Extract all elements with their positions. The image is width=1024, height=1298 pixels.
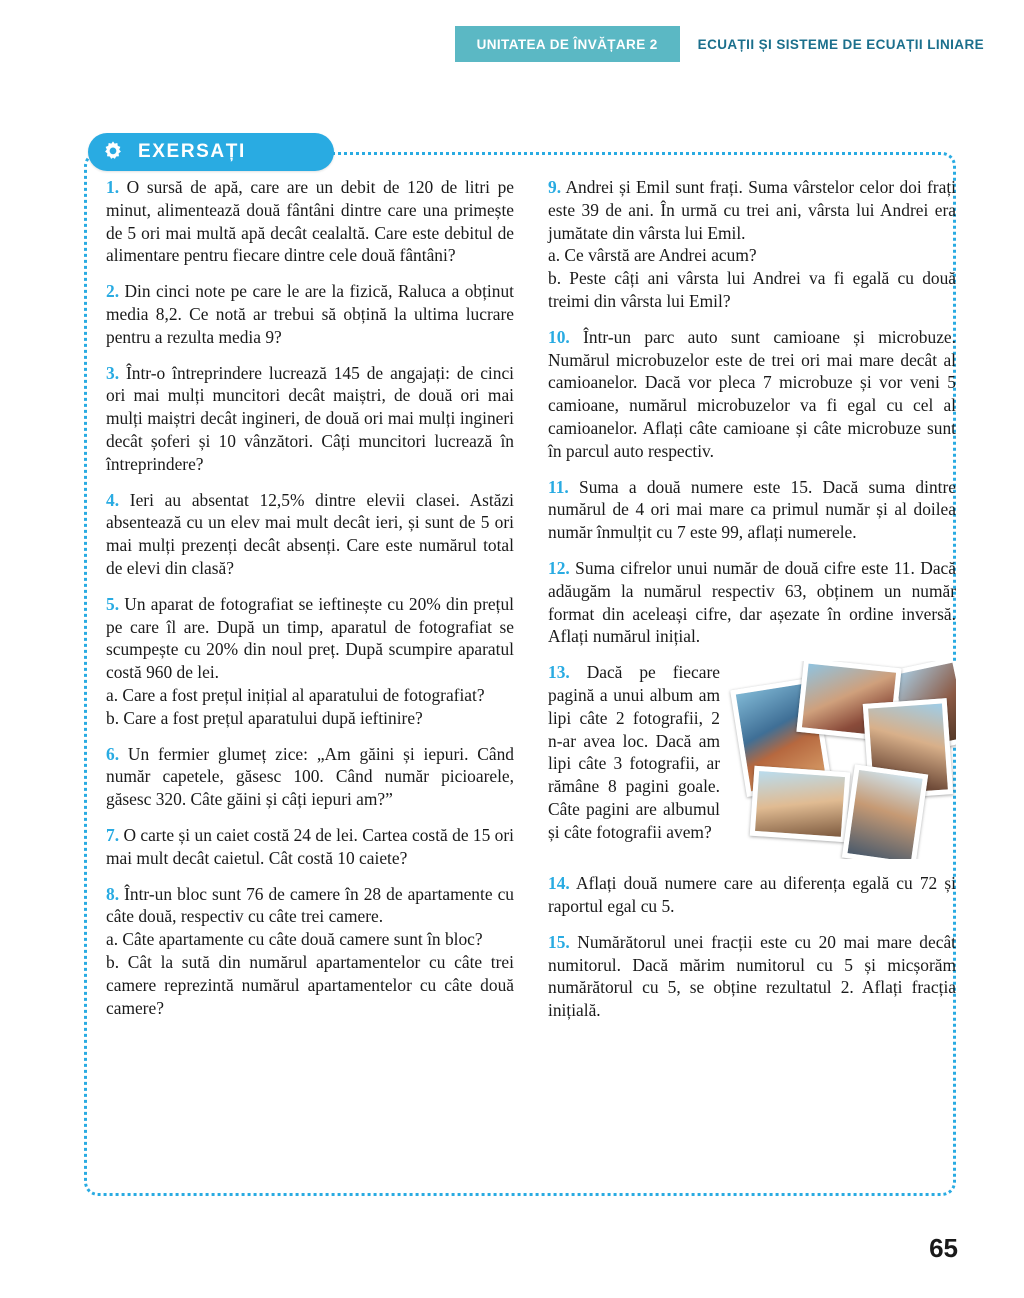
exercise-item	[106, 362, 514, 476]
exercise-text: Suma a două numere este 15. Dacă suma dintre numărul de 4 ori mai mare ca primul număr și al doilea număr înmulțit cu 7 este 99, aflați numerele.	[548, 476, 956, 543]
exercise-sub-a: a. Care a fost prețul inițial al aparatului de fotografiat?	[106, 684, 485, 705]
exercise-text: Într-un parc auto sunt camioane și microbuze. Numărul microbuzelor este de trei ori mai mare decât al camioanelor. Dacă vor pleca 7 microbuze și vor veni 5 camioane, numărul microbuzelor va fi egal cu cel al camioanelor. Aflați câte camioane și câte microbuze sunt în parcul auto respectiv.	[548, 326, 956, 461]
exercise-text: Din cinci note pe care le are la fizică, Raluca a obținut media 8,2. Ce notă ar trebui să obțină la ultima lucrare pentru a rezulta media 9?	[106, 281, 514, 347]
exercise-item	[106, 176, 514, 267]
exercise-text: Aflați două numere care au diferența egală cu 72 și raportul egal cu 5.	[548, 873, 956, 916]
photo-collage-image	[730, 661, 956, 857]
exercise-item	[106, 883, 514, 1020]
exercise-number: 15.	[548, 931, 570, 952]
gear-icon	[100, 139, 126, 165]
exercise-number: 10.	[548, 326, 570, 347]
exercise-sub-a: a. Câte apartamente cu câte două camere sunt în bloc?	[106, 929, 483, 950]
exercise-number: 4.	[106, 489, 120, 510]
exercise-number: 11.	[548, 476, 569, 497]
exercise-number: 3.	[106, 362, 120, 383]
exercise-item	[106, 593, 514, 730]
section-title: EXERSAȚI	[138, 141, 246, 162]
exercise-item	[548, 326, 956, 463]
exercise-text: Numărătorul unei fracții este cu 20 mai mare decât numitorul. Dacă mărim numitorul cu 5 și micșorăm numărătorul cu 5, se obține rezultatul 2. Aflați fracția inițială.	[548, 931, 956, 1021]
exercise-sub-b: b. Cât la sută din numărul apartamentelor cu câte trei camere reprezintă numărul apartamentelor cu câte două camere?	[106, 951, 514, 1018]
exercise-number: 2.	[106, 281, 120, 302]
exercise-number: 5.	[106, 593, 120, 614]
exercise-item	[548, 661, 956, 859]
exercise-item	[548, 176, 956, 313]
page-number: 65	[929, 1233, 958, 1263]
right-column	[548, 176, 956, 1196]
exercise-number: 14.	[548, 873, 570, 894]
exercise-item	[106, 489, 514, 580]
exercise-text: Într-un bloc sunt 76 de camere în 28 de apartamente cu câte două, respectiv cu câte trei camere.	[106, 883, 515, 927]
exercise-text: O carte și un caiet costă 24 de lei. Cartea costă de 15 ori mai mult decât caietul. Cât costă 10 caiete?	[106, 824, 514, 868]
exercise-text: Un fermier glumeț zice: „Am găini și iepuri. Când număr capetele, găsesc 100. Când număr picioarele, găsesc 320. Câte găini și câți iepuri am?”	[106, 743, 515, 810]
exercise-number: 6.	[106, 743, 120, 764]
exercise-number: 12.	[548, 557, 570, 578]
left-column	[106, 176, 514, 1196]
exercise-number: 7.	[106, 824, 120, 845]
exercise-number: 9.	[548, 177, 562, 197]
exercise-item	[548, 557, 956, 648]
exercise-text: O sursă de apă, care are un debit de 120 de litri pe minut, alimentează două fântâni dintre care una primește de 5 ori mai multă apă decât cealaltă. Care este debitul de alimentare pentru fiecare dintre cele două fântâni?	[106, 177, 514, 266]
exercise-item	[548, 931, 956, 1022]
exercise-text: Ieri au absentat 12,5% dintre elevii clasei. Astăzi absentează cu un elev mai mult decât ieri, și sunt de 5 ori mai mulți prezenți decât absenți. Care este numărul total de elevi din clasă?	[106, 489, 514, 578]
exercise-text: Andrei și Emil sunt frați. Suma vârstelor celor doi frați este 39 de ani. În urmă cu trei ani, vârsta lui Andrei era jumătate din vârsta lui Emil.	[548, 177, 956, 243]
exercise-item	[548, 476, 956, 544]
exercise-number: 13.	[548, 662, 570, 683]
exercise-sub-a: a. Ce vârstă are Andrei acum?	[548, 245, 757, 266]
exercise-sub-b: b. Peste câți ani vârsta lui Andrei va fi egală cu două treimi din vârsta lui Emil?	[548, 268, 956, 311]
exercise-item	[106, 280, 514, 348]
exercise-item	[106, 824, 514, 870]
exercise-text: Dacă pe fiecare pagină a unui album am lipi câte 2 fotografii, 2 n-ar avea loc. Dacă am lipi câte 3 fotografii, ar rămâne 8 pagini goale. Câte pagini are albumul și câte fotografii avem?	[548, 662, 720, 842]
photo-thumbnail	[750, 766, 851, 843]
section-header-exersati	[88, 133, 334, 171]
exercise-sub-b: b. Care a fost prețul aparatului după ieftinire?	[106, 707, 423, 728]
photo-thumbnail	[842, 764, 928, 859]
exercise-columns	[84, 176, 956, 1196]
unit-badge: UNITATEA DE ÎNVĂȚARE 2	[455, 26, 680, 62]
chapter-title: ECUAȚII ȘI SISTEME DE ECUAȚII LINIARE	[697, 36, 984, 52]
exercise-item	[548, 872, 956, 918]
exercise-text: Suma cifrelor unui număr de două cifre este 11. Dacă adăugăm la numărul respectiv 63, obținem un număr format din aceleași cifre, dar așezate în ordine inversă. Aflați numărul inițial.	[548, 557, 956, 647]
page-header	[0, 26, 1024, 62]
exercise-number: 8.	[106, 883, 120, 904]
exercise-text: Într-o întreprindere lucrează 145 de angajați: de cinci ori mai mulți muncitori decât maiștri, de două ori mai mulți maiștri decât ingineri, de două ori mai mulți ingineri decât șoferi și 10 vânzători. Câți muncitori lucrează în întreprindere?	[106, 362, 515, 474]
exercise-item	[106, 743, 514, 811]
exercise-number: 1.	[106, 177, 120, 197]
exercise-text: Un aparat de fotografiat se ieftinește cu 20% din prețul pe care îl are. După un timp, aparatul de fotografiat se scumpește cu 20% din noul preț. După scumpire aparatul costă 960 de lei.	[106, 593, 514, 683]
